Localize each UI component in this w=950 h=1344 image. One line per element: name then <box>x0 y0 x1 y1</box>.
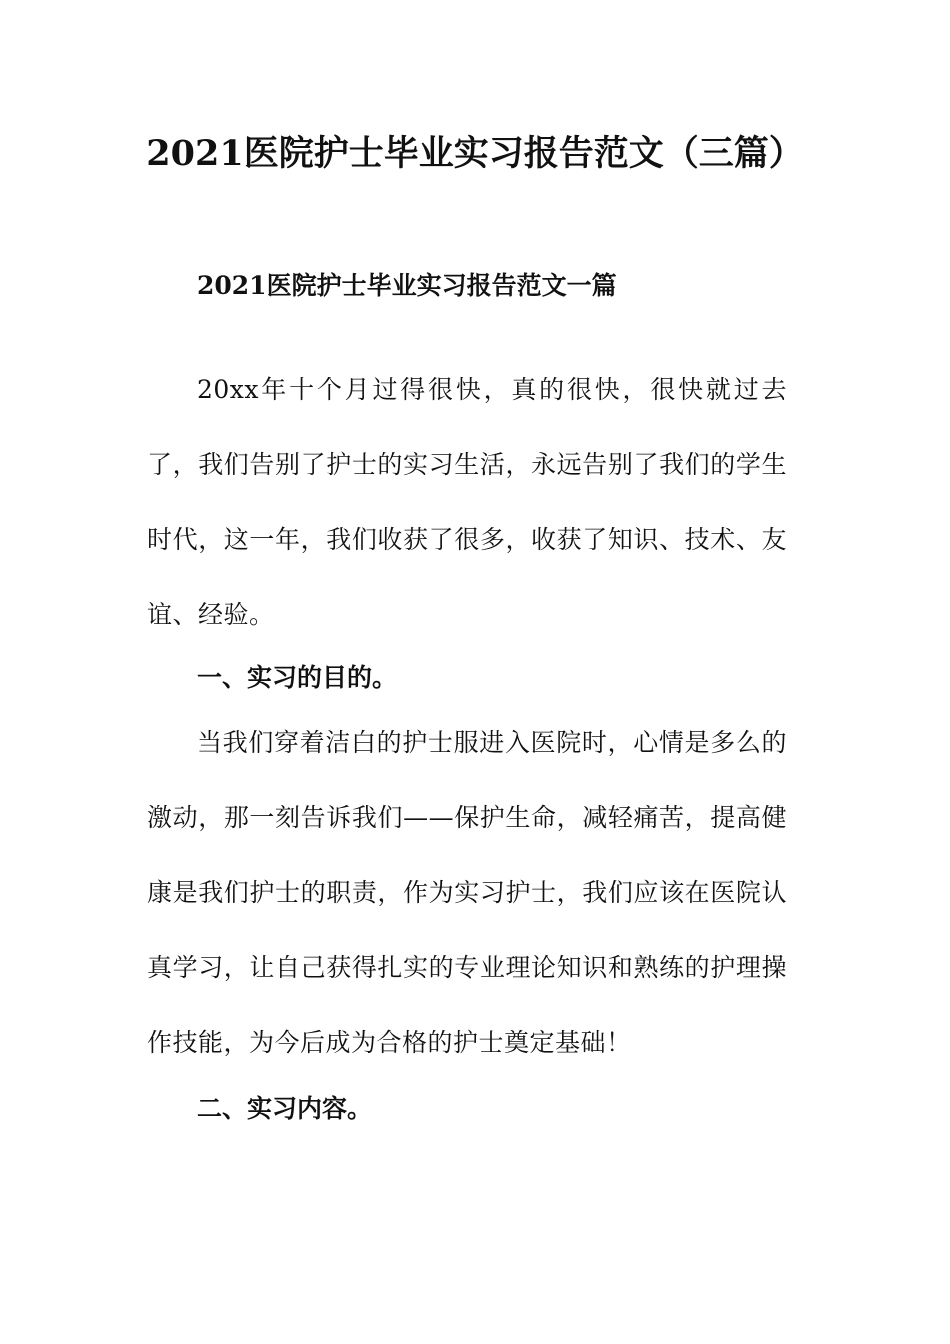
paragraph-intro: 20xx年十个月过得很快，真的很快，很快就过去了，我们告别了护士的实习生活，永远告别了我们的学生时代，这一年，我们收获了很多，收获了知识、技术、友谊、经验。 <box>147 375 787 629</box>
document-title: 2021医院护士毕业实习报告范文（三篇） <box>146 133 804 174</box>
heading-purpose: 一、实习的目的。 <box>197 663 398 692</box>
heading-content: 二、实习内容。 <box>197 1094 373 1123</box>
paragraph-purpose: 当我们穿着洁白的护士服进入医院时，心情是多么的激动，那一刻告诉我们——保护生命，减轻痛苦，提高健康是我们护士的职责，作为实习护士，我们应该在医院认真学习，让自己获得扎实的专业理论知识和熟练的护理操作技能，为今后成为合格的护士奠定基础！ <box>147 728 787 1057</box>
section-title: 2021医院护士毕业实习报告范文一篇 <box>197 271 617 300</box>
